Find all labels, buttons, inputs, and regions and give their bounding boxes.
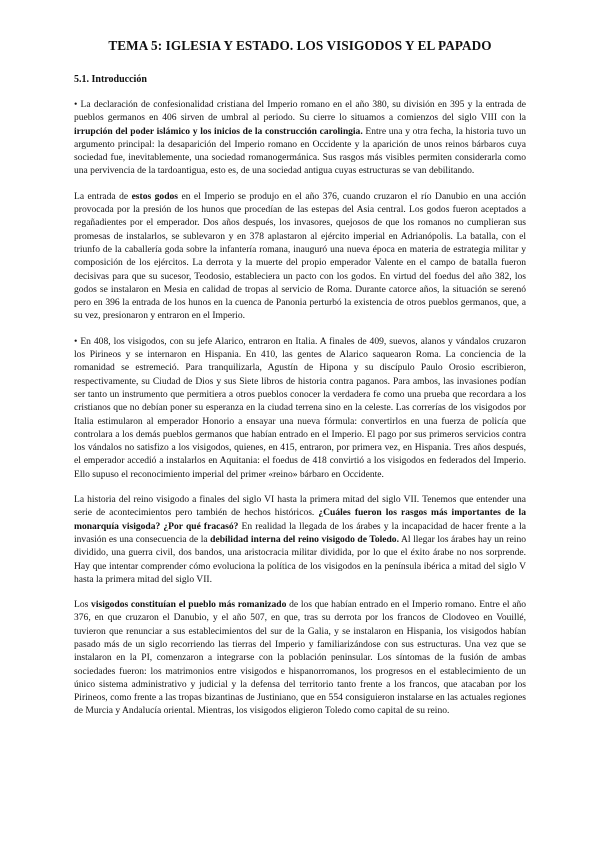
text-run: Al llegar los árabes hay un reino dividido, una guerra civil, dos bandos, una aristocracia militar dividida, por lo que el éxito árabe no nos sorprende. Hay que intentar comprender cómo evoluciona la política de los visigodos en la península ibérica a mitad del siglo V hasta la primera mitad del siglo VII. (74, 533, 526, 585)
bold-text-run: visigodos constituían el pueblo más romanizado (91, 599, 287, 611)
text-run: • En 408, los visigodos, con su jefe Alarico, entraron en Italia. A finales de 409, suevos, alanos y vándalos cruzaron los Pirineos y se internaron en Hispania. En 410, las gentes de Alarico saquearon Roma. La conciencia de la romanidad se estremeció. Para tranquilizarla, Agustín de Hipona y su discípulo Paulo Orosio escribieron, respectivamente, su Ciudad de Dios y sus Siete libros de historia contra paganos. Para ambos, las invasiones podían ser tanto un instrumento que permitiera a otros pueblos conocer la verdadera fe como una prueba que recordara a los cristianos que no debían poner su esperanza en la ciudad terrena sino en la celeste. Las correrías de los visigodos por Italia estimularon al emperador Honorio a ensayar una nueva fórmula: convertirlos en una fuerza de policía que controlara a los demás pueblos germanos que habían entrado en el Imperio. El pago por sus primeros servicios contra los vándalos no satisfizo a los visigodos, quienes, en 415, entraron, por primera vez, en Hispania. Tres años después, el emperador accedió a instalarlos en Aquitania: el foedus de 418 convirtió a los visigodos en federados del Imperio. Ello supuso el reconocimiento imperial del primer «reino» bárbaro en Occidente. (74, 335, 526, 480)
text-run: de los que habían entrado en el Imperio romano. Entre el año 376, en que cruzaron el Danubio, y el año 507, en que, tras su derrota por los francos de Clodoveo en Vouillé, tuvieron que renunciar a sus establecimientos del sur de la Galia, y se instalaron en Hispania, los visigodos habían pasado más de un siglo recorriendo las tierras del Imperio y familiarizándose con sus estructuras. Una vez que se instalaron en la PI, comenzaron a integrarse con la población peninsular. Los síntomas de la fusión de ambas sociedades fueron: los matrimonios entre visigodos e hispanorromanos, los progresos en el establecimiento de un único sistema administrativo y judicial y la defensa del territorio tanto frente a los francos, que atacaban por los Pirineos, como frente a las tropas bizantinas de Justiniano, que en 554 consiguieron instalarse en las actuales regiones de Murcia y Andalucía oriental. Mientras, los visigodos eligieron Toledo como capital de su reino. (74, 599, 526, 717)
text-run: • La declaración de confesionalidad cristiana del Imperio romano en el año 380, su división en 395 y la entrada de pueblos germanos en 406 sirven de umbral al periodo. Su cierre lo situamos a comienzos del siglo VIII con la (74, 99, 526, 124)
page-title: TEMA 5: IGLESIA Y ESTADO. LOS VISIGODOS Y EL PAPADO (108, 38, 492, 53)
text-run: Los (74, 599, 92, 611)
paragraph (74, 190, 526, 323)
text-run: Entre una y otra fecha, la historia tuvo un argumento principal: la desaparición del Imperio romano en Occidente y la aparición de unos reinos bárbaros cuya sociedad fue, inevitablemente, una sociedad romanogermánica. Sus rasgos más visibles permiten considerarla como una pervivencia de la tardoantigua, esto es, de una sociedad antigua cuyas estructuras se van debilitando. (74, 125, 526, 177)
bold-text-run: irrupción del poder islámico y los inicios de la construcción carolingia. (74, 125, 363, 137)
paragraph (74, 493, 526, 586)
section-heading: 5.1. Introducción (74, 74, 147, 85)
bold-text-run: ¿Cuáles fueron los rasgos más importantes de la monarquía visigoda? ¿Por qué fracasó? (74, 507, 526, 532)
paragraph (74, 335, 526, 481)
paragraph (74, 98, 526, 178)
text-run: en el Imperio se produjo en el año 376, cuando cruzaron el río Danubio en una acción provocada por la presión de los hunos que procedían de las estepas del Asia central. Los godos fueron aceptados a regañadientes por el emperador. Dos años después, los invasores, quejosos de que los romanos no cumplieran sus promesas de instalarlos, se sublevaron y en 378 aplastaron al ejército imperial en Adrianópolis. La batalla, con el triunfo de la caballería goda sobre la infantería romana, inauguró una nueva época en materia de estrategia militar y composición de los ejércitos. La derrota y la muerte del propio emperador Valente en el campo de batalla fueron decisivas para que su sucesor, Teodosio, estableciera un pacto con los godos. En virtud del foedus del año 382, los godos se instalaron en Mesia en calidad de tropas al servicio de Roma. Durante catorce años, la situación se serenó pero en 396 la entrada de los hunos en la cuenca de Panonia perturbó la existencia de otros pueblos germanos, que, a su vez, presionaron y entraron en el Imperio. (74, 190, 527, 322)
bold-text-run: debilidad interna del reino visigodo de Toledo. (210, 533, 399, 545)
paragraph (74, 598, 526, 718)
body-text (74, 98, 526, 718)
text-run: En realidad la llegada de los árabes y la incapacidad de hacer frente a la invasión es una consecuencia de la (74, 520, 526, 545)
text-run: La historia del reino visigodo a finales del siglo VI hasta la primera mitad del siglo VII. Tenemos que entender una serie de acontecimientos pero también de hechos históricos. (74, 494, 526, 519)
text-run: La entrada de (74, 190, 132, 202)
bold-text-run: estos godos (131, 190, 178, 202)
